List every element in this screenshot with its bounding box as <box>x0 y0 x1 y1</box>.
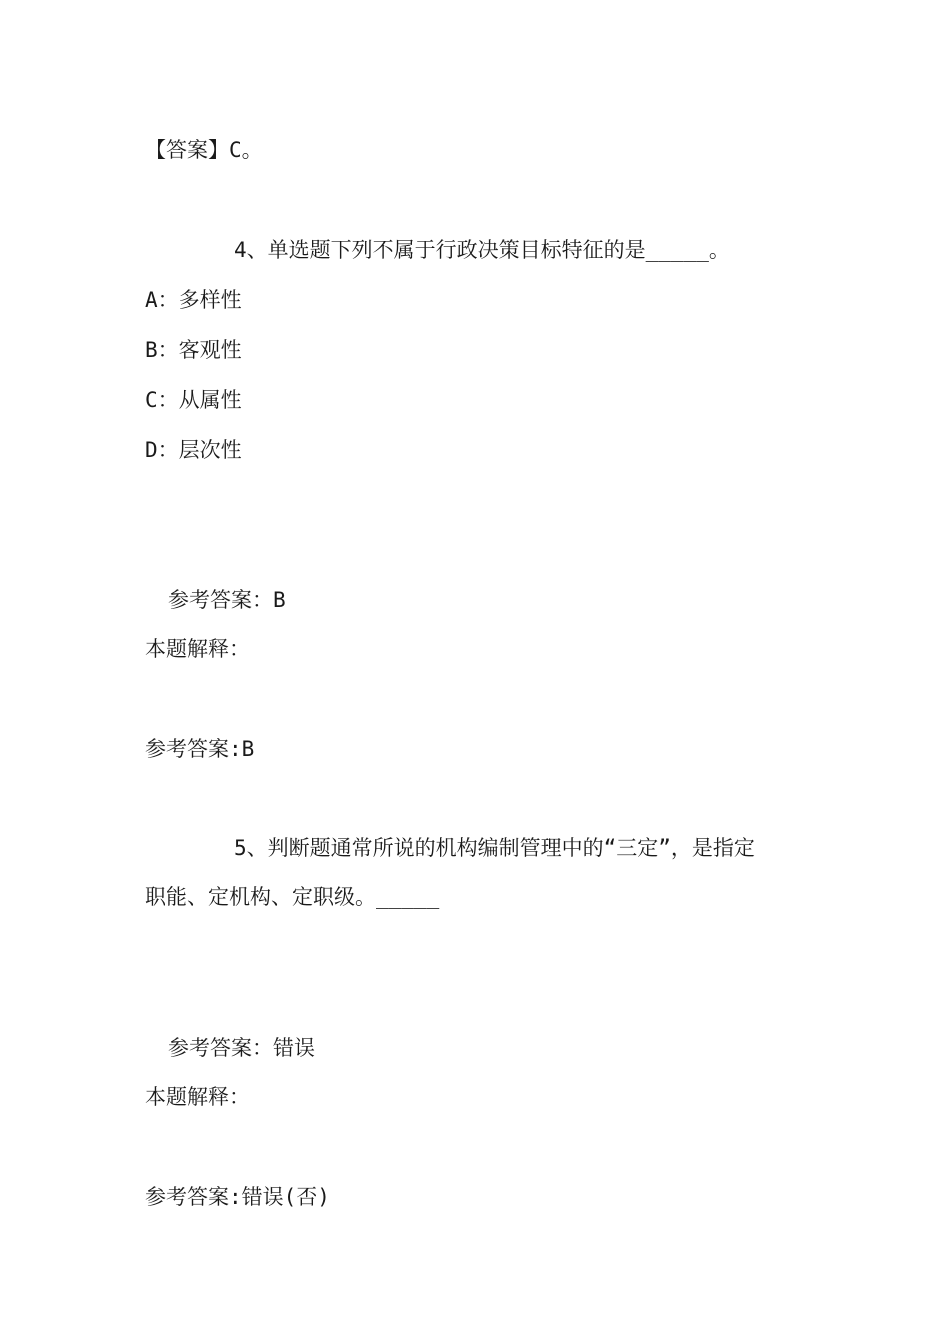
question-4-option-d: D：层次性 <box>145 438 242 462</box>
question-4-answer-line: 参考答案:B <box>145 737 255 761</box>
question-5-answer-line: 参考答案:错误(否) <box>145 1185 330 1209</box>
question-4-explanation-label: 本题解释： <box>145 637 250 661</box>
question-4-option-a: A：多样性 <box>145 288 242 312</box>
question-4-stem: 4、单选题下列不属于行政决策目标特征的是_____。 <box>234 238 730 262</box>
question-4-reference-answer: 参考答案：B <box>168 588 286 612</box>
question-5-explanation-label: 本题解释： <box>145 1085 250 1109</box>
previous-answer-line: 【答案】C。 <box>145 138 263 162</box>
question-5-reference-answer: 参考答案：错误 <box>168 1036 315 1060</box>
question-5-stem-line-1: 5、判断题通常所说的机构编制管理中的“三定”，是指定 <box>234 836 755 860</box>
question-5-stem-line-2: 职能、定机构、定职级。_____ <box>145 885 440 909</box>
question-4-option-b: B：客观性 <box>145 338 242 362</box>
question-4-option-c: C：从属性 <box>145 388 242 412</box>
